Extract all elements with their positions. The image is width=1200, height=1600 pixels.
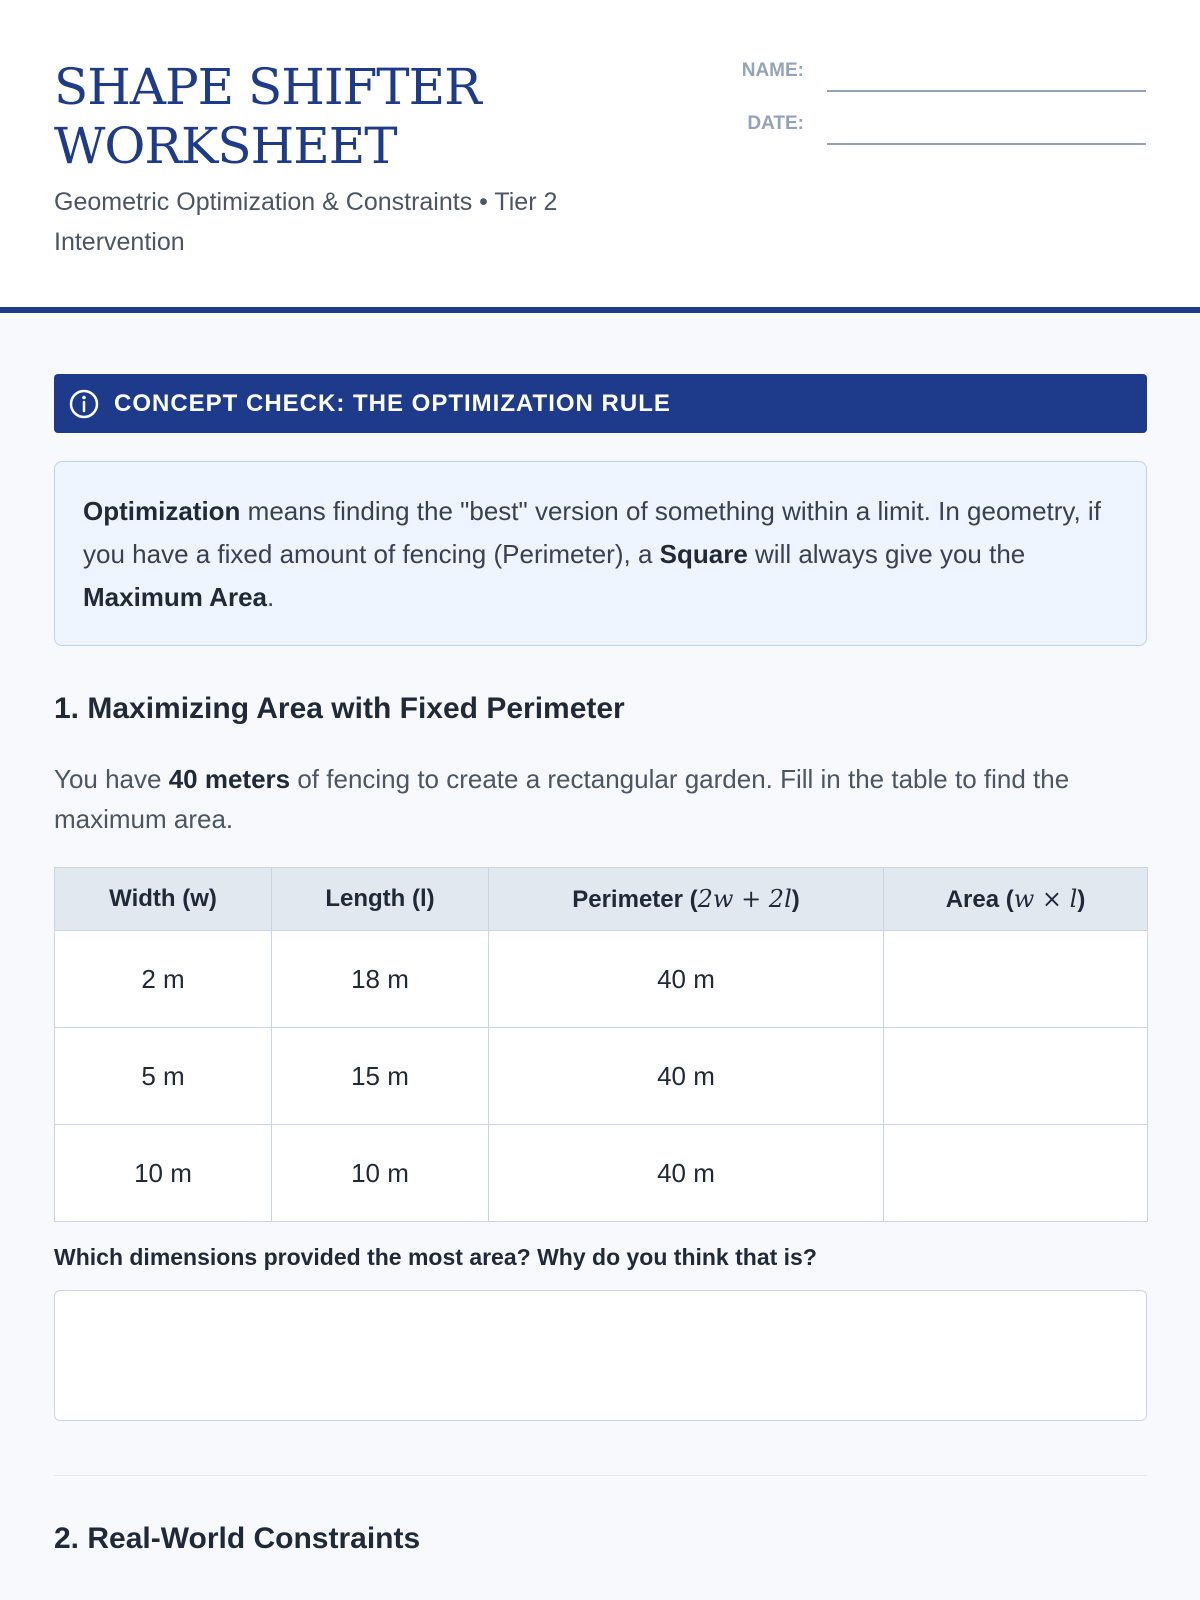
header-width: Width (w): [55, 868, 272, 931]
header-area: [884, 868, 1148, 931]
section-divider: [54, 1475, 1147, 1476]
concept-text-2: will always give you the: [747, 539, 1026, 569]
header-length: Length (l): [272, 868, 489, 931]
table-row: [55, 1028, 1148, 1125]
cell-length: 18 m: [272, 931, 489, 1028]
garden-table-wrapper: [54, 867, 1147, 1222]
page-title: [54, 58, 481, 176]
perimeter-prefix: Perimeter (: [572, 885, 698, 913]
garden-dimensions-table: [54, 867, 1148, 1222]
section-1-intro: [54, 759, 1147, 839]
cell-area-answer[interactable]: [884, 1125, 1148, 1222]
intro-bold: 40 meters: [168, 764, 291, 794]
cell-area-answer[interactable]: [884, 931, 1148, 1028]
cell-length: 10 m: [272, 1125, 489, 1222]
date-input-line[interactable]: [827, 143, 1146, 145]
header-perimeter: [489, 868, 884, 931]
info-icon: [68, 388, 100, 420]
section-1-title: 1. Maximizing Area with Fixed Perimeter: [54, 692, 625, 725]
table-row: [55, 931, 1148, 1028]
name-input-line[interactable]: [827, 90, 1146, 92]
title-line-2: WORKSHEET: [54, 117, 397, 175]
intro-prefix: You have: [54, 764, 169, 794]
worksheet-header: [0, 0, 1200, 313]
table-header-row: [55, 868, 1148, 931]
concept-term: Optimization: [83, 496, 241, 526]
worksheet-content: [54, 374, 1147, 1555]
concept-text-3: .: [267, 582, 275, 612]
cell-width: 5 m: [55, 1028, 272, 1125]
cell-perimeter: 40 m: [489, 1028, 884, 1125]
cell-width: 10 m: [55, 1125, 272, 1222]
concept-term-square: Square: [659, 539, 748, 569]
perimeter-close: ): [791, 885, 800, 913]
cell-area-answer[interactable]: [884, 1028, 1148, 1125]
name-field-row: [720, 58, 1146, 88]
page-subtitle: Geometric Optimization & Constraints • Tier 2 Intervention: [54, 188, 558, 256]
concept-title: CONCEPT CHECK: THE OPTIMIZATION RULE: [114, 389, 671, 417]
reflection-question: Which dimensions provided the most area? Why do you think that is?: [54, 1244, 817, 1270]
reflection-answer-box[interactable]: [54, 1290, 1147, 1421]
intro-suffix: of fencing to create a rectangular garden. Fill in the table to find the maximum area.: [54, 764, 1070, 834]
concept-definition-box: [54, 461, 1147, 646]
cell-length: 15 m: [272, 1028, 489, 1125]
date-label: DATE:: [747, 113, 804, 134]
title-line-1: SHAPE SHIFTER: [54, 58, 481, 116]
cell-width: 2 m: [55, 931, 272, 1028]
section-2-title: 2. Real-World Constraints: [54, 1522, 421, 1555]
concept-term-max-area: Maximum Area: [83, 582, 267, 612]
table-row: [55, 1125, 1148, 1222]
area-close: ): [1077, 885, 1086, 913]
concept-check-banner: [54, 374, 1147, 433]
date-field-row: [720, 111, 1146, 141]
cell-perimeter: 40 m: [489, 931, 884, 1028]
perimeter-formula: 2w + 2l: [697, 884, 792, 913]
concept-text-1: means finding the "best" version of something within a limit. In geometry, if you have a fixed amount of fencing (Perimeter), a: [83, 496, 1101, 569]
area-prefix: Area (: [945, 885, 1014, 913]
cell-perimeter: 40 m: [489, 1125, 884, 1222]
name-label: NAME:: [741, 60, 804, 81]
area-formula: w × l: [1013, 884, 1078, 913]
